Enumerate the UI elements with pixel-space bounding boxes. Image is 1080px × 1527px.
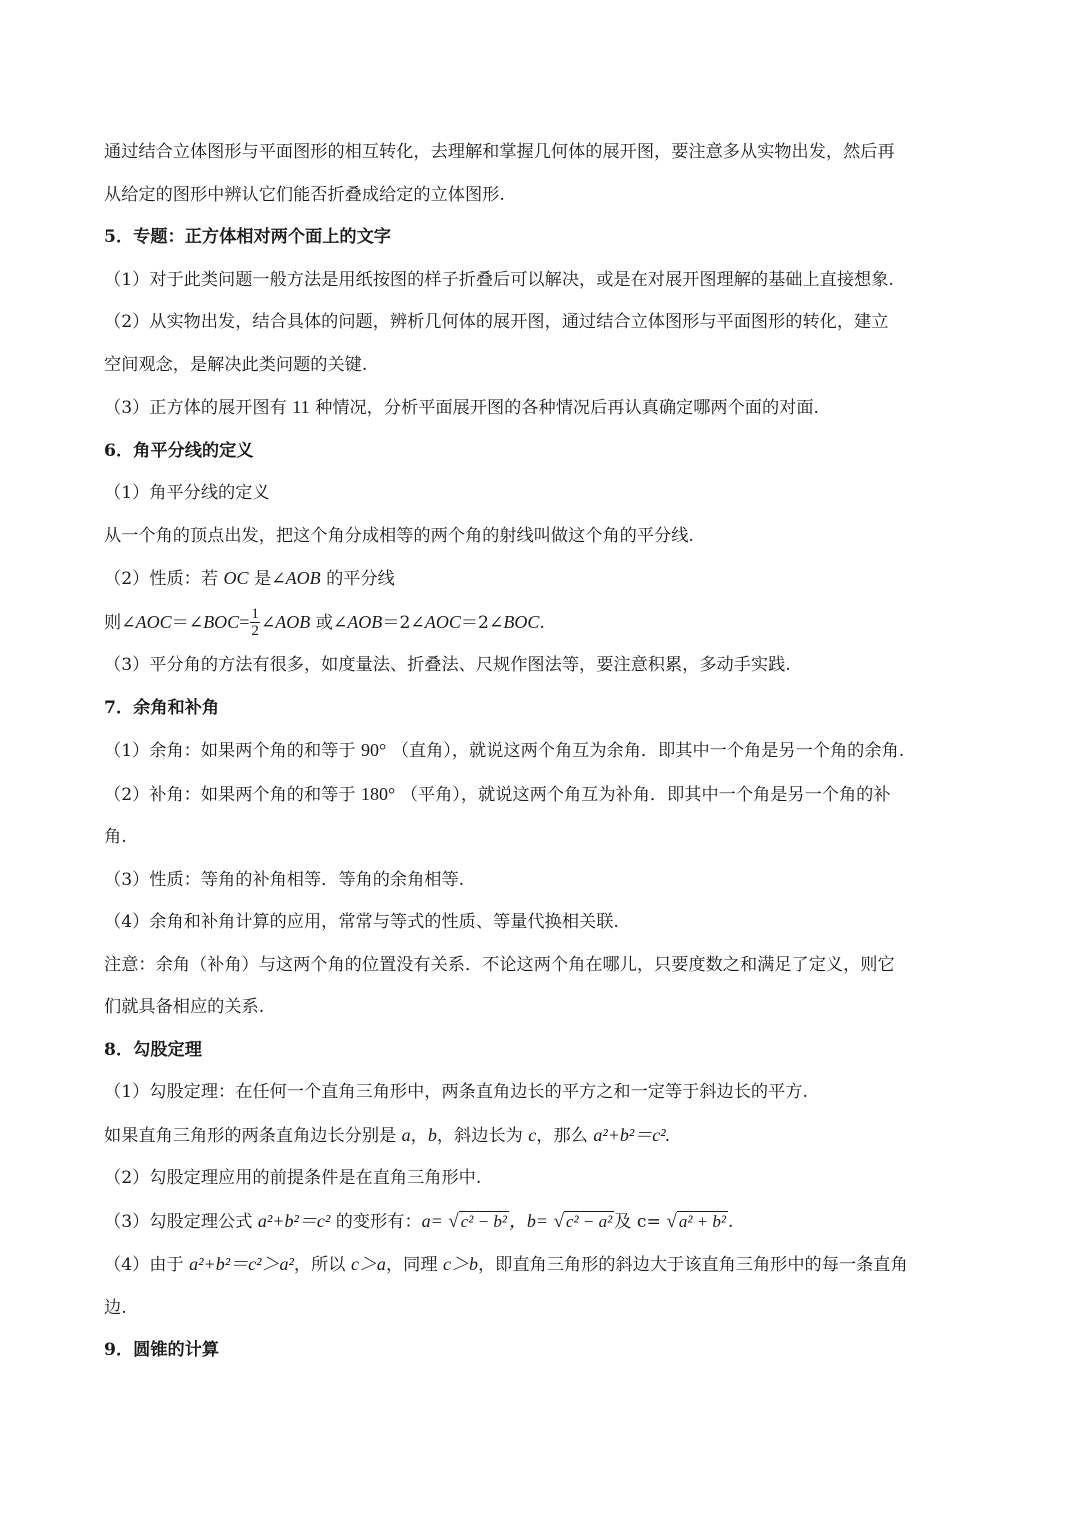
s8-st-pre: 如果直角三角形的两条直角边长分别是 [104,1125,397,1146]
s6-f-angle: ∠ [260,612,276,633]
s8-i4-mid2: ，同理 [385,1255,438,1275]
s5-item-2-line1: （2）从实物出发，结合具体的问题，辨析几何体的展开图，通过结合立体图形与平面图形的转化，建立 [104,312,889,332]
document-page [104,131,980,1372]
s6-item-2-post: 的平分线 [326,569,395,589]
s6-f-eq3: ＝2∠ [382,612,425,633]
s7-item-2-line1 [104,773,980,817]
s6-oc: OC [223,568,249,588]
section-9-title: 9．圆锥的计算 [104,1340,220,1360]
s6-definition: 从一个角的顶点出发，把这个角分成相等的两个角的射线叫做这个角的平分线. [104,525,694,546]
s6-f-eq4: ＝2∠ [460,612,504,633]
s8-i4-ca: c＞a [350,1254,386,1274]
s7-item-3: （3）性质：等角的补角相等．等角的余角相等. [104,869,465,890]
s6-item-1: （1）角平分线的定义 [104,483,270,503]
s6-f-aob: AOB [275,611,311,632]
s8-item-4-line1 [104,1243,980,1287]
s6-formula [104,601,980,645]
s5-item-3 [104,386,980,430]
fraction-numerator: 1 [251,605,259,622]
s8-st-then: ，那么 [536,1125,588,1146]
s8-i4-post: ，即直角三角形的斜边大于该直角三角形中的每一条直角 [477,1255,908,1275]
sqrt-c2-minus-b2: √ c² − b² [448,1210,507,1232]
s8-st-formula: a²+b²＝c². [593,1124,671,1145]
s8-i3-c: 及 c= [614,1211,661,1232]
s6-f-eq2: = [239,611,250,632]
s8-st-mid: ，斜边长为 [436,1125,523,1146]
s7-item-2-line2: 角. [104,827,127,847]
sqrt-1-radicand: c² − b² [460,1211,507,1231]
paragraph-intro-line2: 从给定的图形中辨认它们能否折叠成给定的立体图形. [104,184,505,205]
sqrt-3-radicand: a² + b² [678,1211,726,1231]
s6-item-2 [104,557,980,601]
s8-i3-mid: 的变形有： [335,1211,422,1232]
s7-item-1 [104,729,980,773]
fraction-denominator: 2 [251,622,259,639]
s7-item-1-post: （直角），就说这两个角互为余角．即其中一个角是另一个角的余角. [391,741,905,761]
s8-i3-pre: （3）勾股定理公式 [104,1211,253,1232]
s6-f-end: . [539,612,545,633]
s8-i3-formula: a²+b²＝c² [257,1210,331,1231]
sqrt-2-radicand: c² − a² [566,1211,613,1231]
s8-st-comma: ， [410,1125,428,1146]
s8-st-a: a [401,1124,411,1145]
sqrt-c2-minus-a2: √ c² − a² [553,1210,613,1232]
s7-degree-90: 90° [361,740,387,760]
s6-f-aoc2: AOC [424,611,461,632]
s8-i4-formula: a²+b²＝c²＞a² [189,1254,294,1274]
s6-f-aoc: AOC [135,611,172,632]
s8-item-1: （1）勾股定理：在任何一个直角三角形中，两条直角边长的平方之和一定等于斜边长的平方. [104,1082,808,1102]
s8-st-c: c [528,1124,537,1145]
s7-item-4: （4）余角和补角计算的应用，常常与等式的性质、等量代换相关联. [104,912,619,932]
section-5-title: 5．专题：正方体相对两个面上的文字 [104,227,391,247]
s8-i3-b: ，b= [508,1210,549,1231]
s8-st-b: b [427,1124,437,1145]
s6-f-or: 或∠ [310,612,348,633]
s8-item-2: （2）勾股定理应用的前提条件是在直角三角形中. [104,1168,482,1188]
s6-f-eq1: ＝∠ [171,612,204,633]
s6-f-boc: BOC [203,611,240,632]
s6-item-2-mid: 是∠ [254,569,286,589]
s6-item-2-pre: （2）性质：若 [104,569,219,589]
s8-i3-end: . [727,1211,734,1232]
s8-i3-a: a= [421,1210,443,1231]
s6-f-boc2: BOC [503,611,540,632]
s6-item-3: （3）平分角的方法有很多，如度量法、折叠法、尺规作图法等，要注意积累，多动手实践. [104,655,791,675]
s6-f-then: 则∠ [104,612,136,633]
s8-statement [104,1114,980,1158]
s7-item-1-pre: （1）余角：如果两个角的和等于 [104,741,356,761]
section-6-title: 6．角平分线的定义 [104,440,254,461]
s8-i4-cb: c＞b [442,1254,478,1274]
s6-f-aob2: AOB [347,611,383,632]
sqrt-a2-plus-b2: √ a² + b² [666,1210,726,1232]
s6-aob: AOB [285,568,321,588]
s5-item-1: （1）对于此类问题一般方法是用纸按图的样子折叠后可以解决，或是在对展开图理解的基础上直接想象. [104,269,894,290]
s7-degree-180: 180° [361,783,396,804]
s5-item-3-post: 种情况，分析平面展开图的各种情况后再认真确定哪两个面的对面. [315,398,819,418]
s5-item-3-pre: （3）正方体的展开图有 [104,398,287,418]
section-7-title: 7．余角和补角 [104,697,220,718]
s7-item-2-post: （平角），就说这两个角互为补角．即其中一个角是另一个角的补 [400,784,891,805]
section-8-title: 8．勾股定理 [104,1039,202,1060]
s7-note-line2: 们就具备相应的关系. [104,997,265,1017]
s7-item-2-pre: （2）补角：如果两个角的和等于 [104,784,356,805]
s5-item-3-number: 11 [292,397,310,417]
s8-item-4-line2: 边. [104,1297,127,1318]
s5-item-2-line2: 空间观念，是解决此类问题的关键. [104,354,368,375]
fraction-one-half [250,606,260,639]
s7-note-line1: 注意：余角（补角）与这两个角的位置没有关系．不论这两个角在哪儿，只要度数之和满足了定义，则它 [104,954,895,975]
s8-item-3 [104,1200,980,1244]
s8-i4-mid1: ，所以 [293,1255,346,1275]
paragraph-intro-line1: 通过结合立体图形与平面图形的相互转化，去理解和掌握几何体的展开图，要注意多从实物出发，然后再 [104,142,895,162]
s8-i4-pre: （4）由于 [104,1255,184,1275]
